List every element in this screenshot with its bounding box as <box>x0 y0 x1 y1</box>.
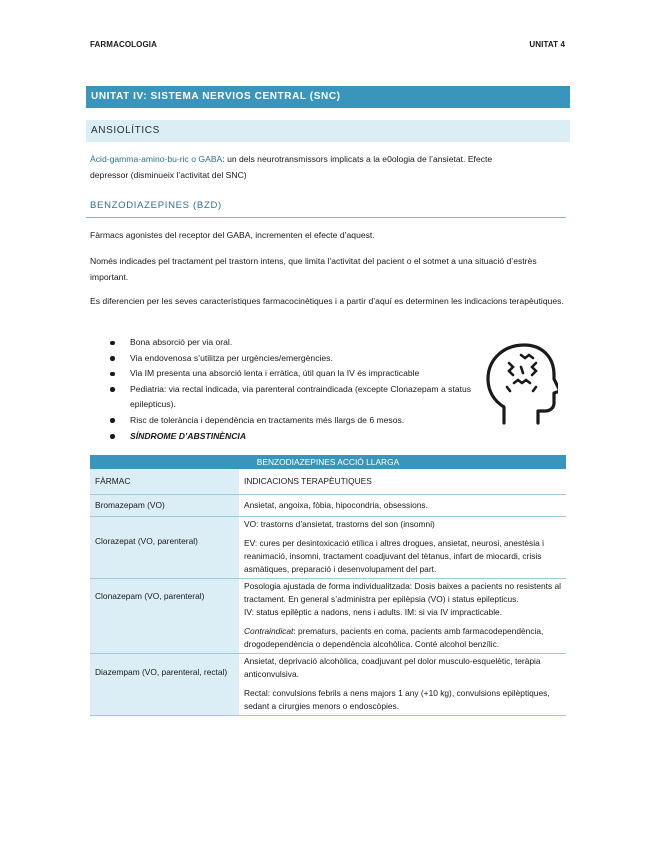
col-header-drug: FÀRMAC <box>90 469 239 495</box>
indication-text: EV: cures per desintoxicació etílica i altres drogues, ansietat, neurosi, anestèsia i reanimació, insomni, tractament coadjuvant del tètanus, infart de miocardi, crisis asmàtiques, preparació i desenvolupament del part. <box>244 538 544 574</box>
paragraph-2: Només indicades pel tractament pel trastorn intens, que limita l’activitat del pacient o el sotmet a una situació d’estrès important. <box>90 256 537 282</box>
gaba-term: Àcid-gamma-amino-bu-ric o GABA <box>90 154 223 164</box>
paragraph-1: Fàrmacs agonistes del receptor del GABA, incrementen el efecte d’aquest. <box>90 230 375 240</box>
contraindication-body: : prematurs, pacients en coma, pacients amb farmacodependència, drogodependència o dependència alcohòlica. Conté alcohol benzílic. <box>244 626 544 649</box>
gaba-intro-line2: depressor (disminueix l’activitat del SNC) <box>90 169 247 180</box>
paragraph-3: Es diferencien per les seves característiques farmacocinètiques i a partir d’aquí es determinen les indicacions terapèutiques. <box>90 296 564 306</box>
bzd-table <box>90 455 566 716</box>
gaba-intro <box>90 152 568 183</box>
header-left: FARMACOLOGIA <box>90 40 157 49</box>
indication-text: Ansietat, angoixa, fòbia, hipocondria, obsessions. <box>244 500 428 510</box>
list-item: Pediatria: via rectal indicada, via parenteral contraindicada (excepte Clonazepam a status epilepticus). <box>104 382 474 413</box>
list-item: Via endovenosa s’utilitza per urgències/emergències. <box>104 351 474 367</box>
section-title: ANSIOLÍTICS <box>86 120 570 142</box>
header-right: UNITAT 4 <box>529 40 565 49</box>
indication-text: VO: trastorns d’ansietat, trastorns del son (insomni) <box>244 519 435 529</box>
col-header-indications: INDICACIONS TERAPÈUTIQUES <box>239 469 566 495</box>
list-item: SÍNDROME D’ABSTINÈNCIA <box>104 429 474 445</box>
indication-text: Posologia ajustada de forma individualitzada: Dosis baixes a pacients no resistents al tractament. En general s’administra per epilèpsia (VO) i status epilepticus. <box>244 581 562 604</box>
gaba-intro-line1: : un dels neurotransmissors implicats a la e0ologia de l’ansietat. Efecte <box>222 154 493 164</box>
drug-name: Diazempam (VO, parenteral, rectal) <box>90 654 239 716</box>
properties-list <box>104 335 474 444</box>
table-row <box>90 495 566 517</box>
indication-text: Rectal: convulsions febrils a nens majors 1 any (+10 kg), convulsions epilèptiques, sedant a cirurgies menors o endoscòpies. <box>244 688 550 711</box>
subsection-title: BENZODIAZEPINES (BZD) <box>90 200 222 211</box>
indication-text: IV: status epilèptic a nadons, nens i adults. IM: si via IV impracticable. <box>244 607 503 617</box>
table-title: BENZODIAZEPINES ACCIÓ LLARGA <box>90 455 566 469</box>
anxious-head-icon <box>484 341 558 425</box>
contraindication-text <box>244 625 562 651</box>
drug-name: Clorazepat (VO, parenteral) <box>90 517 239 579</box>
list-item: Via IM presenta una absorció lenta i erràtica, útil quan la IV és impracticable <box>104 366 474 382</box>
drug-name: Bromazepam (VO) <box>90 495 239 517</box>
table-row <box>90 654 566 716</box>
list-item: Risc de tolerància i dependència en tractaments més llargs de 6 mesos. <box>104 413 474 429</box>
unit-title: UNITAT IV: SISTEMA NERVIOS CENTRAL (SNC) <box>86 86 570 108</box>
indication-text: Ansietat, deprivació alcohòlica, coadjuvant pel dolor musculo-esquelètic, teràpia anticonvulsiva. <box>244 656 541 679</box>
drug-name: Clonazepam (VO, parenteral) <box>90 579 239 654</box>
contraindication-label: Contraindicat <box>244 626 294 636</box>
table-row <box>90 517 566 579</box>
list-item: Bona absorció per via oral. <box>104 335 474 351</box>
subsection-divider <box>86 217 566 218</box>
table-row <box>90 579 566 654</box>
